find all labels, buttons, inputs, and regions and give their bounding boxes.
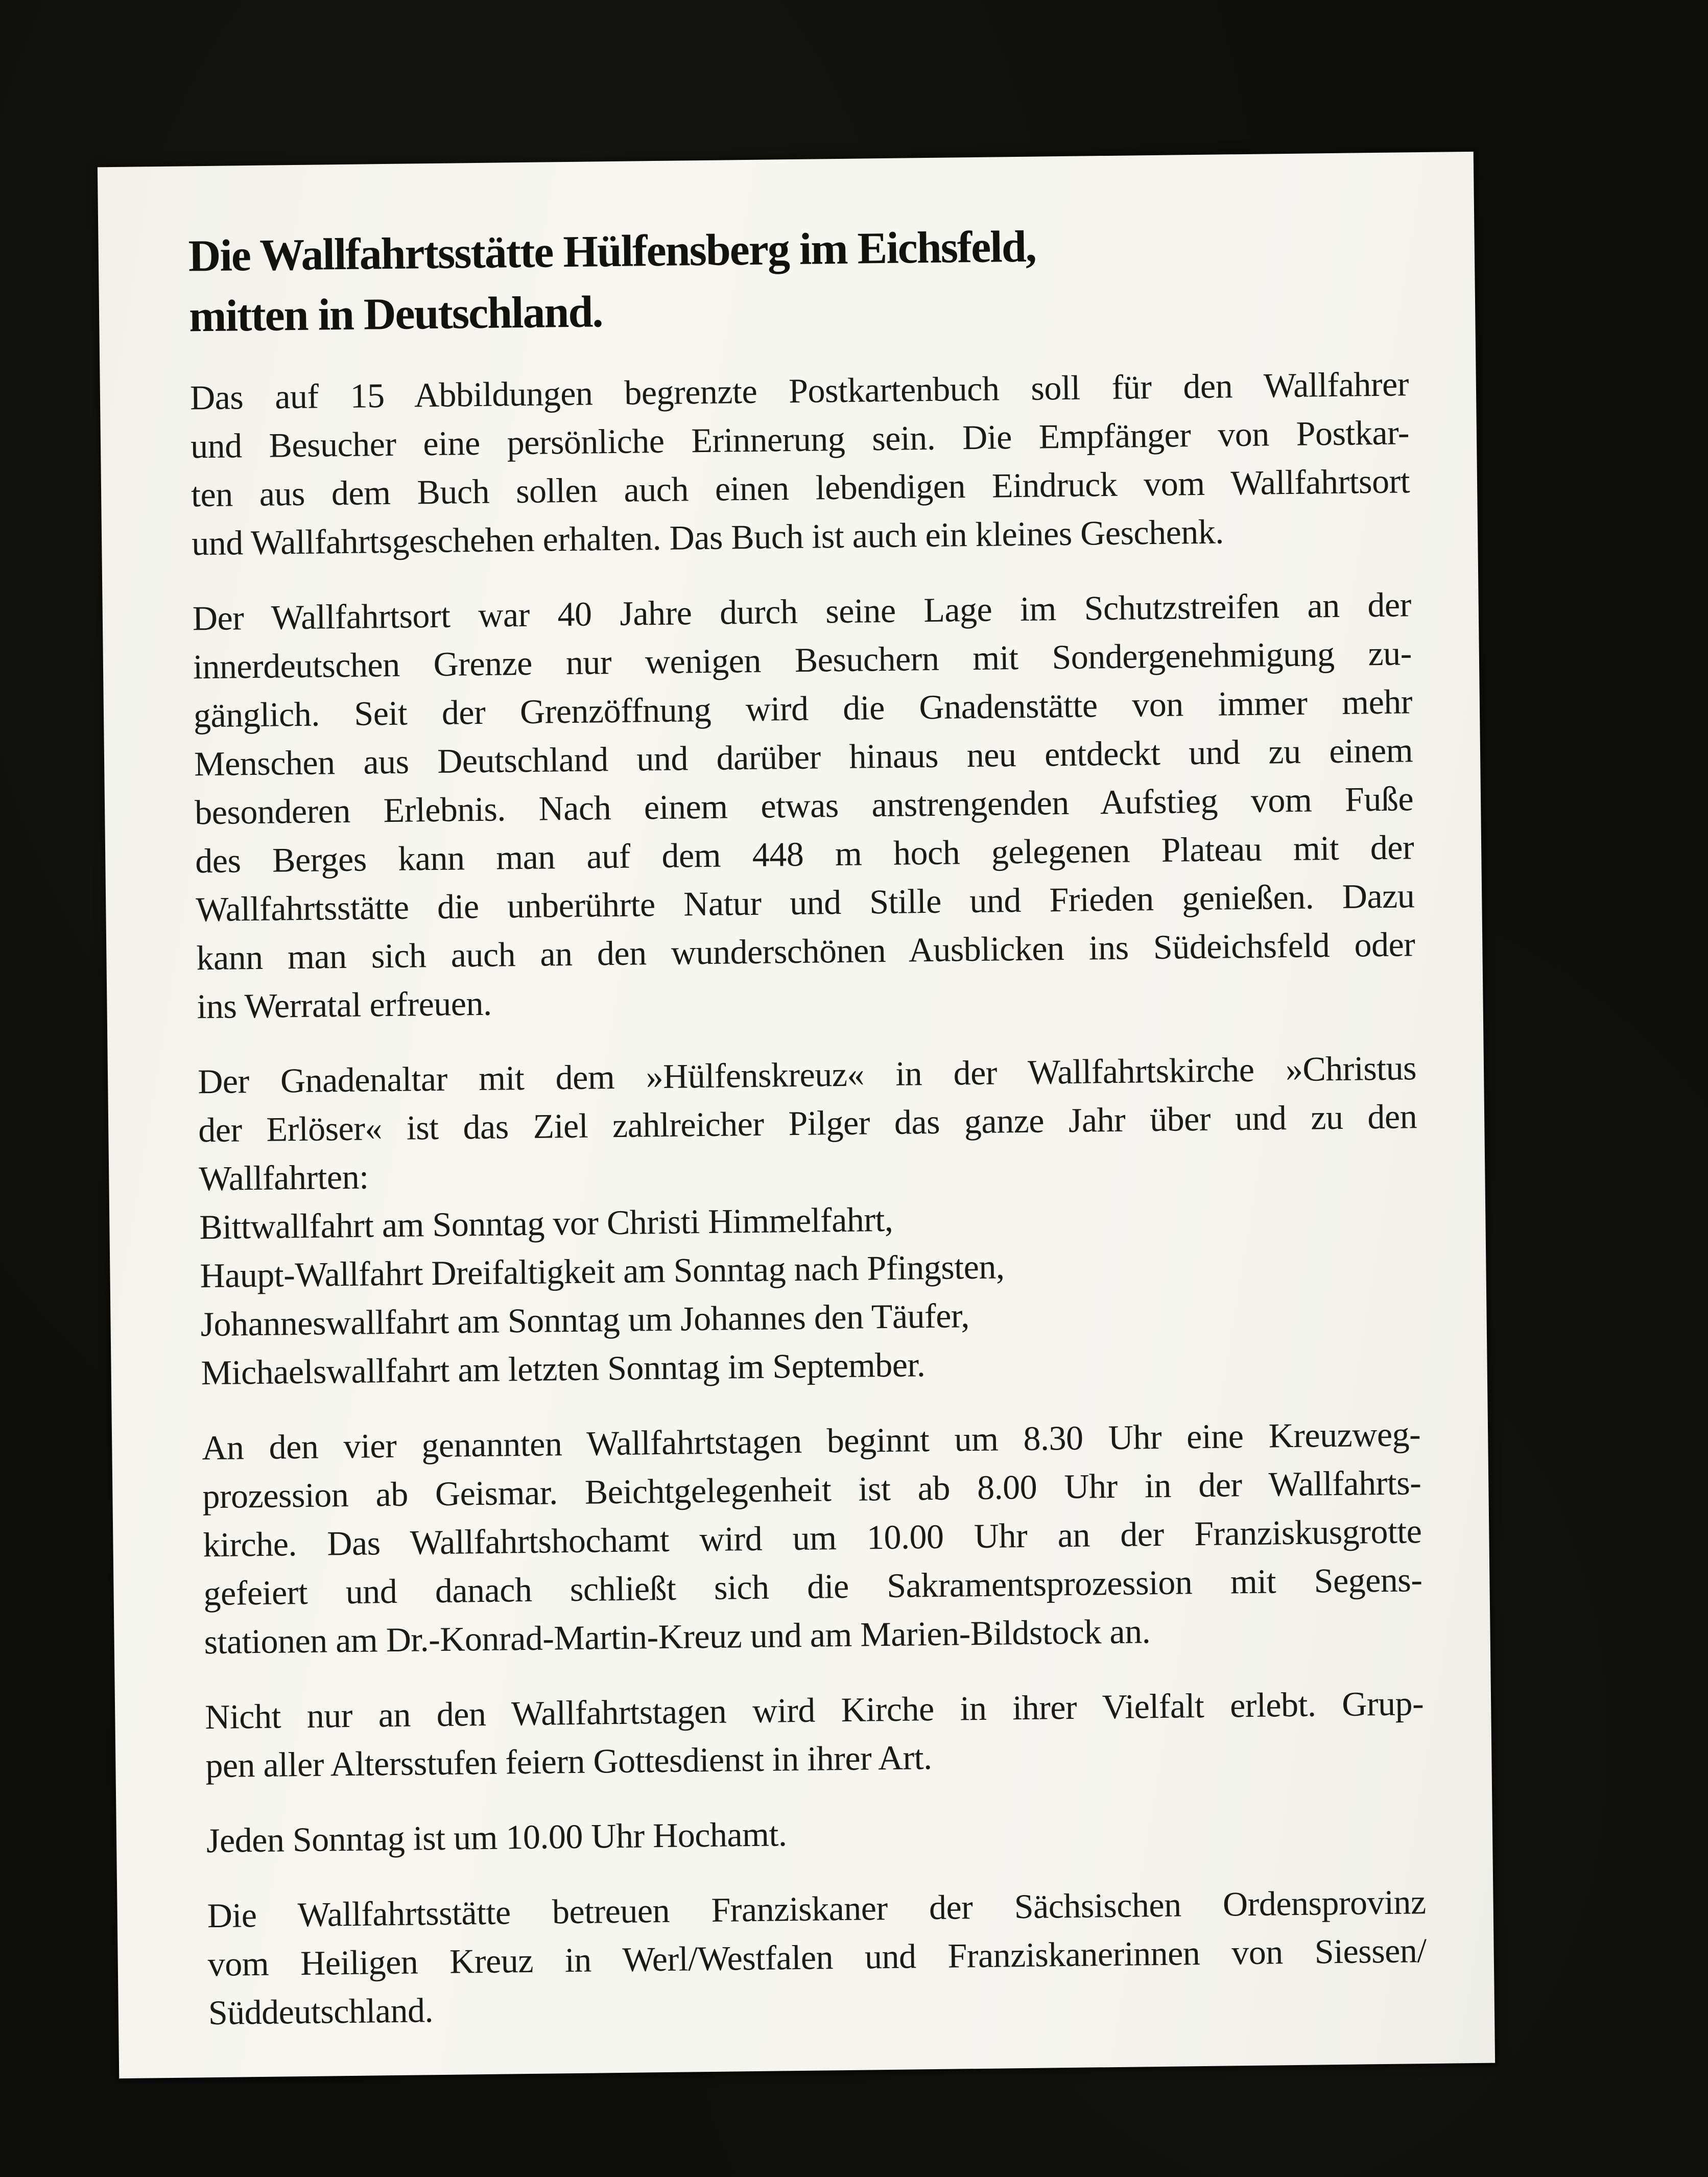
text-line: kann man sich auch an den wunderschönen Ausblicken ins Südeichsfeld oder <box>196 925 1415 978</box>
text-line: des Berges kann man auf dem 448 m hoch gelegenen Plateau mit der <box>195 827 1414 881</box>
body-text <box>189 360 1427 2037</box>
text-line: gänglich. Seit der Grenzöffnung wird die Gnadenstätte von immer mehr <box>193 682 1413 735</box>
paragraph <box>205 1679 1425 1790</box>
text-line: vom Heiligen Kreuz in Werl/Westfalen und Franziskanerinnen von Siessen/ <box>207 1931 1427 1984</box>
text-line: Wallfahrtsstätte die unberührte Natur und Stille und Frieden genießen. Dazu <box>195 876 1415 929</box>
text-line: Michaelswallfahrt am letzten Sonntag im September. <box>201 1345 926 1392</box>
paragraph <box>192 580 1416 1031</box>
text-line: prozession ab Geismar. Beichtgelegenheit ist ab 8.00 Uhr in der Wallfahrts- <box>202 1463 1421 1516</box>
text-line: An den vier genannten Wallfahrtstagen beginnt um 8.30 Uhr eine Kreuzweg- <box>201 1414 1421 1468</box>
text-line: gefeiert und danach schließt sich die Sakramentsprozession mit Segens- <box>203 1560 1422 1613</box>
text-line: Menschen aus Deutschland und darüber hinaus neu entdeckt und zu einem <box>194 730 1413 784</box>
paragraph <box>206 1803 1426 1865</box>
text-line: Die Wallfahrtsstätte betreuen Franziskaner der Sächsischen Ordensprovinz <box>207 1882 1426 1935</box>
document-page <box>98 152 1495 2078</box>
text-line: und Besucher eine persönliche Erinnerung sein. Die Empfänger von Postkar- <box>190 413 1410 466</box>
text-line: innerdeutschen Grenze nur wenigen Besuchern mit Sondergenehmigung zu- <box>193 633 1412 687</box>
text-line: Haupt-Wallfahrt Dreifaltigkeit am Sonntag nach Pfingsten, <box>200 1247 1005 1295</box>
text-line: ten aus dem Buch sollen auch einen lebendigen Eindruck vom Wallfahrtsort <box>191 461 1410 514</box>
page-content <box>188 212 1428 2064</box>
paragraph <box>189 360 1410 567</box>
paragraph <box>198 1044 1420 1397</box>
text-line: Johanneswallfahrt am Sonntag um Johannes den Täufer, <box>200 1296 970 1344</box>
text-line: und Wallfahrtsgeschehen erhalten. Das Buch ist auch ein kleines Geschenk. <box>191 512 1224 563</box>
text-line: der Erlöser« ist das Ziel zahlreicher Pilger das ganze Jahr über und zu den <box>198 1097 1417 1150</box>
text-line: Süddeutschland. <box>208 1991 434 2032</box>
text-line: kirche. Das Wallfahrtshochamt wird um 10.00 Uhr an der Franziskusgrotte <box>203 1511 1422 1565</box>
page-title-line-1: Die Wallfahrtsstätte Hülfensberg im Eichsfeld, <box>188 222 1036 281</box>
page-title <box>188 212 1408 347</box>
text-line: Wallfahrten: <box>198 1157 369 1198</box>
paragraph <box>207 1878 1427 2037</box>
text-line: Jeden Sonntag ist um 10.00 Uhr Hochamt. <box>206 1814 787 1860</box>
text-line: Der Gnadenaltar mit dem »Hülfenskreuz« in der Wallfahrtskirche »Christus <box>197 1048 1417 1101</box>
text-line: Das auf 15 Abbildungen begrenzte Postkartenbuch soll für den Wallfahrer <box>189 364 1409 417</box>
paragraph <box>202 1410 1423 1666</box>
text-line: pen aller Altersstufen feiern Gottesdienst in ihrer Art. <box>205 1738 932 1785</box>
text-line: Der Wallfahrtsort war 40 Jahre durch seine Lage im Schutzstreifen an der <box>192 585 1412 638</box>
text-line: besonderen Erlebnis. Nach einem etwas anstrengenden Aufstieg vom Fuße <box>194 779 1414 832</box>
text-line: ins Werratal erfreuen. <box>197 983 492 1026</box>
text-line: stationen am Dr.-Konrad-Martin-Kreuz und am Marien-Bildstock an. <box>204 1612 1151 1662</box>
page-title-line-2: mitten in Deutschland. <box>188 287 603 342</box>
text-line: Bittwallfahrt am Sonntag vor Christi Himmelfahrt, <box>199 1199 893 1247</box>
text-line: Nicht nur an den Wallfahrtstagen wird Kirche in ihrer Vielfalt erlebt. Grup- <box>204 1684 1424 1737</box>
